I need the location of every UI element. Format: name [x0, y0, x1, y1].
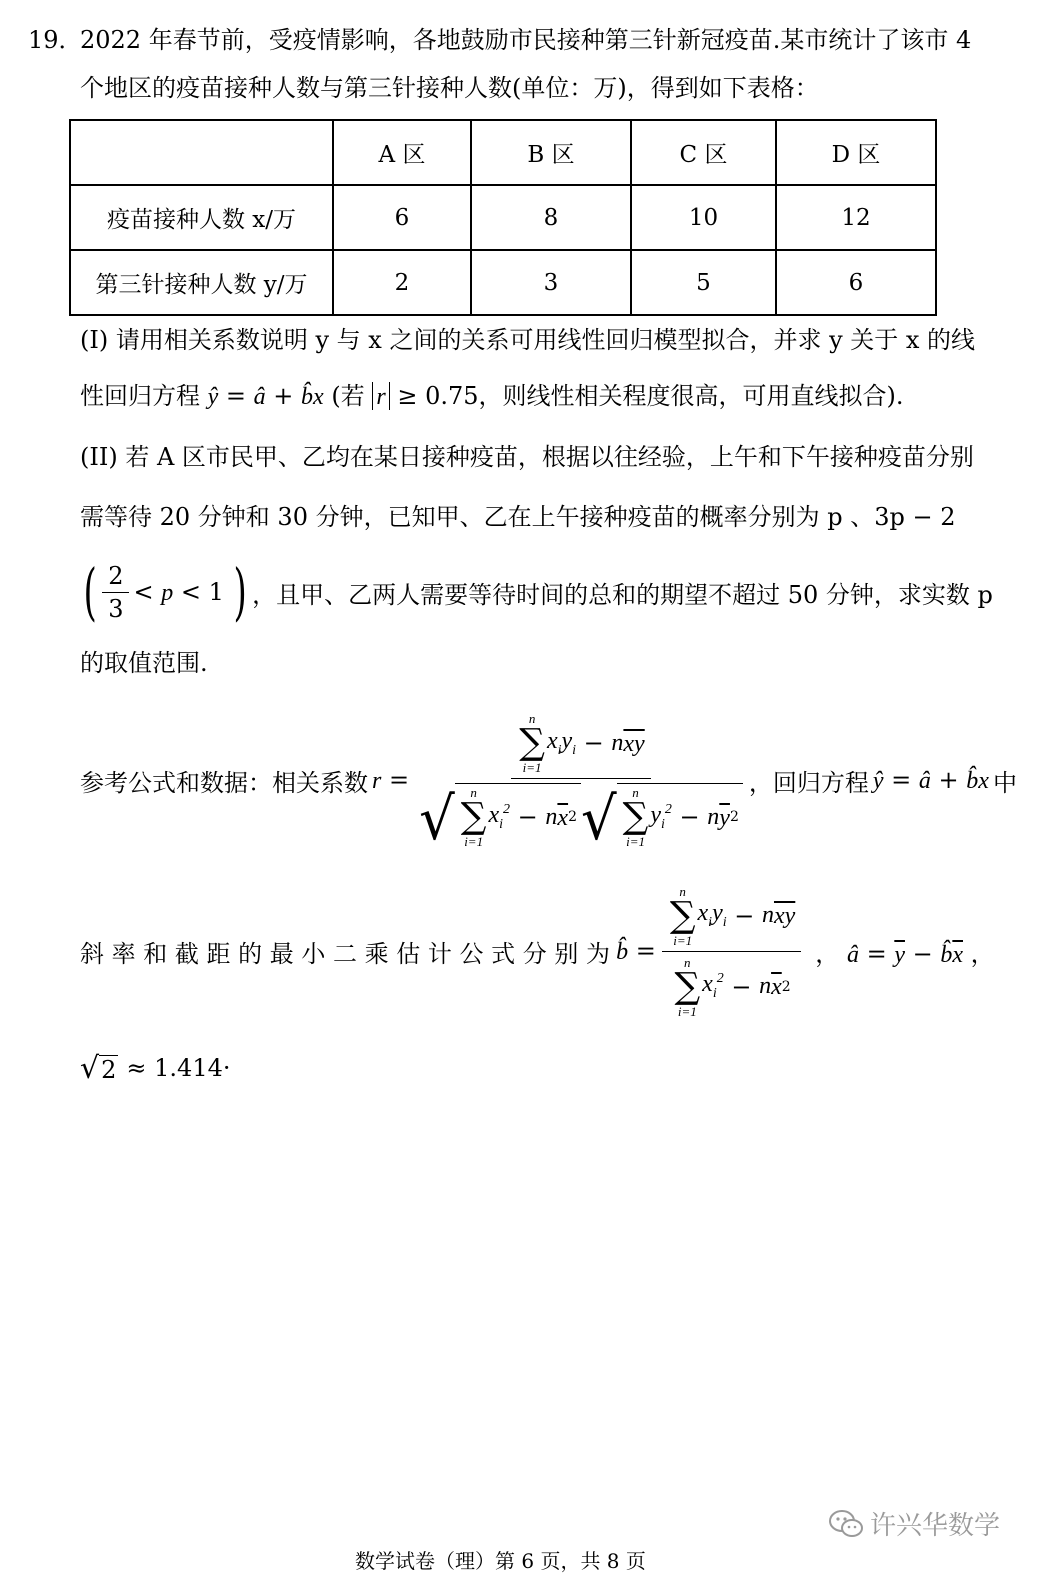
intercept-formula: ， â = $\overline{y}$ − $b̂\overline{x}$ ，: [815, 939, 995, 968]
part1-text-a: 性回归方程: [80, 382, 200, 410]
table-row-label: 第三针接种人数 y/万: [70, 250, 333, 315]
intro-line-1: 2022 年春节前，受疫情影响，各地鼓励市民接种第三针新冠疫苗.某市统计了该市 4: [80, 26, 972, 54]
wechat-icon: [828, 1509, 864, 1539]
table-cell: 6: [333, 185, 471, 250]
part1-text-c: ≥ 0.75，则线性相关程度很高，可用直线拟合).: [397, 382, 904, 410]
data-table: [69, 119, 937, 316]
table-cell: 5: [631, 250, 776, 315]
table-cell: 2: [333, 250, 471, 315]
table-cell: 8: [471, 185, 631, 250]
right-paren: ): [233, 555, 247, 628]
correlation-formula: n ∑ i=1 $x_iy_i$ − n $\overline{xy}$ √ n ∑ i=1 $x_i^2$ − n $\overline{x}$ 2 √ n ∑ i=1 $y_i^2$ − n $\overline{y}$ 2: [413, 712, 749, 848]
part1-line-2: [80, 380, 904, 413]
reference-suffix: 中: [992, 768, 1017, 797]
part2-line-2: 需等待 20 分钟和 30 分钟，已知甲、乙在上午接种疫苗的概率分别为 p 、3p − 2: [80, 503, 956, 531]
p-inequality: < p < 1: [133, 577, 224, 606]
slope-formula: n ∑ i=1 $x_iy_i$ − n $\overline{xy}$ n ∑ i=1 $x_i^2$ − n $\overline{x}$ 2: [662, 885, 801, 1018]
table-cell: 3: [471, 250, 631, 315]
intro-line-2: 个地区的疫苗接种人数与第三针接种人数(单位：万)，得到如下表格：: [80, 74, 819, 102]
table-cell: 12: [776, 185, 936, 250]
table-header-row: [70, 120, 936, 185]
table-row-label: 疫苗接种人数 x/万: [70, 185, 333, 250]
table-header-cell: D 区: [776, 120, 936, 185]
part2-line-1: (II) 若 A 区市民甲、乙均在某日接种疫苗，根据以往经验，上午和下午接种疫苗分别: [80, 443, 974, 471]
regression-equation: ŷ = â + b̂x: [207, 382, 324, 410]
part1-text-b: (若: [331, 382, 365, 410]
regression-equation-ref: ŷ = â + b̂x: [872, 765, 989, 794]
watermark: [828, 1505, 1000, 1542]
sqrt2-period: ·: [222, 1054, 231, 1082]
table-header-cell: [70, 120, 333, 185]
part2-line-3: [78, 555, 993, 629]
reference-mid: ，回归方程: [748, 768, 869, 797]
part2-line-4: 的取值范围.: [80, 649, 208, 677]
sqrt2-line: [80, 1046, 231, 1090]
reference-prefix: 参考公式和数据：相关系数: [80, 768, 368, 797]
table-header-cell: C 区: [631, 120, 776, 185]
page-footer: 数学试卷（理）第 6 页，共 8 页: [355, 1549, 646, 1573]
table-header-cell: B 区: [471, 120, 631, 185]
part2-text-3: ，且甲、乙两人需要等待时间的总和的期望不超过 50 分钟，求实数 p: [252, 580, 993, 609]
left-paren: (: [83, 555, 97, 628]
table-row: [70, 250, 936, 315]
reference-line-2-text: 斜 率 和 截 距 的 最 小 二 乘 估 计 公 式 分 别 为: [80, 939, 611, 968]
r-symbol: r =: [372, 765, 410, 794]
abs-r: r: [372, 382, 389, 410]
table-cell: 10: [631, 185, 776, 250]
b-hat-symbol: b̂ =: [616, 936, 656, 965]
table-header-cell: A 区: [333, 120, 471, 185]
table-row: [70, 185, 936, 250]
sqrt2-value: ≈ 1.414: [126, 1054, 223, 1082]
part1-line-1: (I) 请用相关系数说明 y 与 x 之间的关系可用线性回归模型拟合，并求 y 关于 x 的线: [80, 326, 976, 354]
sqrt2-symbol: √2: [80, 1050, 117, 1086]
problem-number: 19．: [28, 26, 83, 54]
table-cell: 6: [776, 250, 936, 315]
watermark-text: 许兴华数学: [870, 1511, 1001, 1541]
reference-line-1: [80, 700, 1017, 860]
fraction-two-thirds: $\frac{2}{3}$: [102, 562, 129, 623]
reference-line-2: [80, 876, 995, 1026]
